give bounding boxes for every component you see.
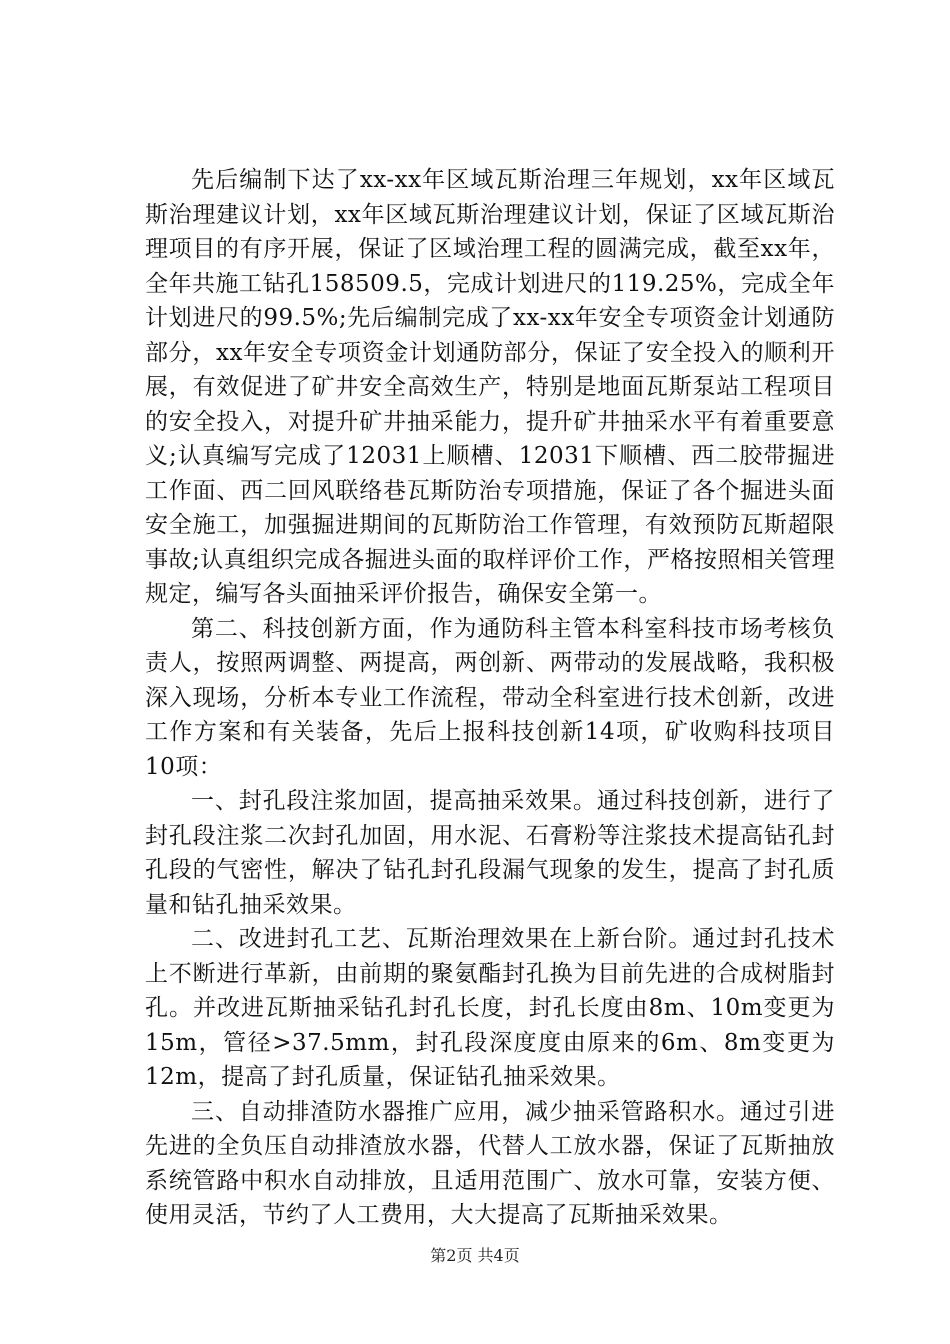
paragraph-item-auto-drainer: 三、自动排渣防水器推广应用，减少抽采管路积水。通过引进先进的全负压自动排渣放水器，代替人工放水器，保证了瓦斯抽放系统管路中积水自动排放，且适用范围广、放水可靠，安装方便、使用灵活，节约了人工费用，大大提高了瓦斯抽采效果。 [145, 1098, 835, 1228]
paragraph-tech-innovation: 第二、科技创新方面，作为通防科主管本科室科技市场考核负责人，按照两调整、两提高，两创新、两带动的发展战略，我积极深入现场，分析本专业工作流程，带动全科室进行技术创新，改进工作方案和有关装备，先后上报科技创新14项，矿收购科技项目10项： [145, 615, 835, 780]
document-body [145, 163, 835, 1233]
page-number-footer: 第2页 共4页 [430, 1246, 520, 1265]
paragraph-item-sealing-process: 二、改进封孔工艺、瓦斯治理效果在上新台阶。通过封孔技术上不断进行革新，由前期的聚氨酯封孔换为目前先进的合成树脂封孔。并改进瓦斯抽采钻孔封孔长度，封孔长度由8m、10m变更为15m，管径>37.5mm，封孔段深度度由原来的6m、8m变更为12m，提高了封孔质量，保证钻孔抽采效果。 [145, 926, 835, 1090]
paragraph-item-grouting: 一、封孔段注浆加固，提高抽采效果。通过科技创新，进行了封孔段注浆二次封孔加固，用水泥、石膏粉等注浆技术提高钻孔封孔段的气密性，解决了钻孔封孔段漏气现象的发生，提高了封孔质量和钻孔抽采效果。 [145, 788, 835, 918]
paragraph-gas-control-plans: 先后编制下达了xx-xx年区域瓦斯治理三年规划，xx年区域瓦斯治理建议计划，xx年区域瓦斯治理建议计划，保证了区域瓦斯治理项目的有序开展，保证了区域治理工程的圆满完成，截至xx年，全年共施工钻孔158509.5，完成计划进尺的119.25%，完成全年计划进尺的99.5%;先后编制完成了xx-xx年安全专项资金计划通防部分，xx年安全专项资金计划通防部分，保证了安全投入的顺利开展，有效促进了矿井安全高效生产，特别是地面瓦斯泵站工程项目的安全投入，对提升矿井抽采能力，提升矿井抽采水平有着重要意义;认真编写完成了12031上顺槽、12031下顺槽、西二胶带掘进工作面、西二回风联络巷瓦斯防治专项措施，保证了各个掘进头面安全施工，加强掘进期间的瓦斯防治工作管理，有效预防瓦斯超限事故;认真组织完成各掘进头面的取样评价工作，严格按照相关管理规定，编写各头面抽采评价报告，确保安全第一。 [145, 167, 835, 607]
